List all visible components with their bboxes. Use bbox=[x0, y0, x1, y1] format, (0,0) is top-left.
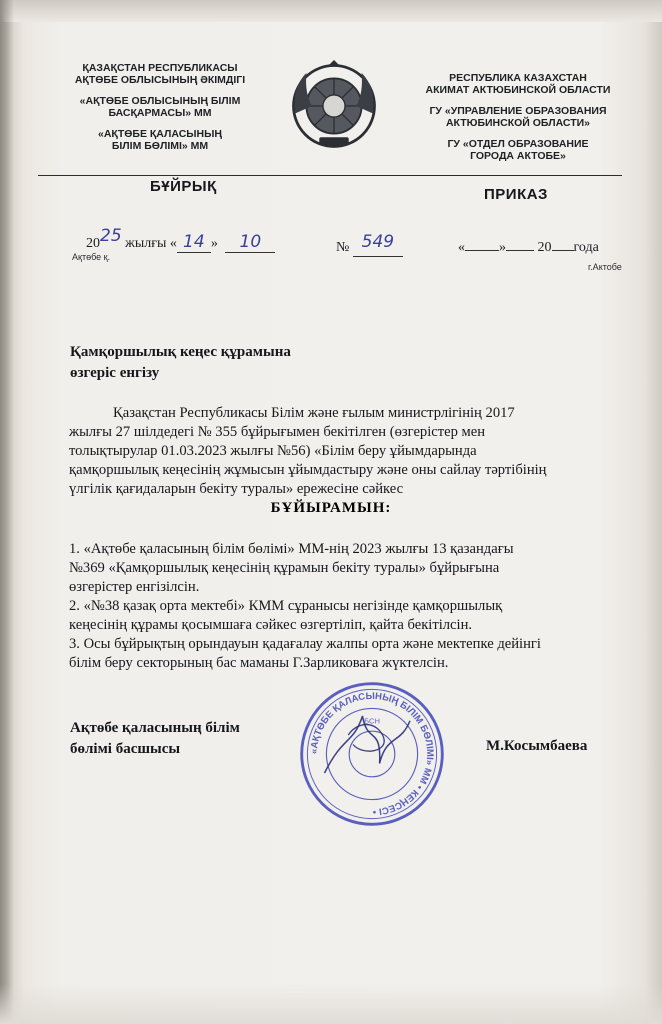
header-divider bbox=[38, 175, 622, 176]
header-left-line: ҚАЗАҚСТАН РЕСПУБЛИКАСЫ bbox=[82, 62, 238, 74]
header-right-line: ГОРОДА АКТОБЕ» bbox=[470, 150, 566, 162]
header-right-line: ГУ «ОТДЕЛ ОБРАЗОВАНИЕ bbox=[447, 138, 589, 150]
ru-year: 20 bbox=[537, 240, 552, 255]
city-kz: Ақтөбе қ. bbox=[72, 252, 111, 262]
item-line: 2. «№38 қазақ орта мектебі» КММ сұранысы негізінде қамқоршылық bbox=[69, 598, 503, 614]
signatory-name: М.Косымбаева bbox=[486, 738, 588, 754]
number-handwritten: 549 bbox=[361, 232, 395, 252]
svg-text:«АҚТӨБЕ ҚАЛАСЫНЫҢ БІЛІМ БӨЛІМІ bbox=[309, 691, 435, 817]
header-left-line: «АҚТӨБЕ ҚАЛАСЫНЫҢ bbox=[98, 128, 222, 140]
stamp-ring-text: «АҚТӨБЕ ҚАЛАСЫНЫҢ БІЛІМ БӨЛІМІ» ММ • КЕҢСЕСІ • bbox=[308, 690, 436, 818]
ru-year-word: года bbox=[573, 240, 599, 255]
title-ru: ПРИКАЗ bbox=[484, 186, 548, 203]
number-sign: № bbox=[336, 240, 350, 255]
item-line: өзгерістер енгізілсін. bbox=[69, 579, 200, 595]
order-items bbox=[69, 540, 631, 673]
preamble-line: үлгілік қағидаларын бекіту туралы» ережесіне сәйкес bbox=[69, 481, 404, 497]
order-subject bbox=[70, 342, 291, 384]
ru-year-blank bbox=[552, 250, 574, 251]
header-right-line: РЕСПУБЛИКА КАЗАХСТАН bbox=[449, 72, 587, 84]
header-left-line: АҚТӨБЕ ОБЛЫСЫНЫҢ ӘКІМДІГІ bbox=[74, 74, 246, 86]
item-line: 3. Осы бұйрықтың орындауын қадағалау жалпы орта және мектепке дейінгі bbox=[69, 636, 541, 652]
header-right-line: ГУ «УПРАВЛЕНИЕ ОБРАЗОВАНИЯ bbox=[429, 105, 607, 117]
subject-line: өзгеріс енгізу bbox=[70, 365, 160, 381]
ru-month-blank bbox=[506, 250, 534, 251]
subject-line: Қамқоршылық кеңес құрамына bbox=[70, 344, 291, 360]
ru-quote-close: » bbox=[499, 240, 506, 255]
ru-day-blank bbox=[465, 250, 499, 251]
order-word: БҰЙЫРАМЫН: bbox=[270, 500, 392, 516]
state-emblem-icon bbox=[288, 60, 380, 152]
header-right bbox=[400, 72, 636, 171]
day-handwritten: 14 bbox=[183, 232, 205, 252]
year-word: жылғы « bbox=[125, 236, 177, 251]
official-stamp bbox=[296, 678, 448, 830]
header-right-line: АКТЮБИНСКОЙ ОБЛАСТИ» bbox=[445, 117, 591, 129]
day-field bbox=[177, 232, 211, 253]
preamble-line: Қазақстан Республикасы Білім және ғылым министрлігінің 2017 bbox=[113, 405, 515, 421]
date-line-kz bbox=[86, 226, 275, 253]
preamble-line: қамқоршылық кеңесінің жұмысын ұйымдастыру және оны сайлау тәртібінің bbox=[69, 462, 547, 478]
position-line: Ақтөбе қаласының білім bbox=[70, 720, 240, 736]
month-field bbox=[225, 232, 275, 253]
header-right-line: АКИМАТ АКТЮБИНСКОЙ ОБЛАСТИ bbox=[425, 84, 611, 96]
preamble-line: толықтырулар 01.03.2023 жылғы №56) «Білім беру ұйымдарында bbox=[69, 443, 477, 459]
quote-close: » bbox=[210, 236, 218, 251]
header-left-line: «АҚТӨБЕ ОБЛЫСЫНЫҢ БІЛІМ bbox=[79, 95, 241, 107]
signatory-position bbox=[70, 718, 240, 760]
ru-quote-open: « bbox=[458, 240, 465, 255]
item-line: №369 «Қамқоршылық кеңесінің құрамын бекіту туралы» бұйрығына bbox=[69, 560, 500, 576]
item-line: 1. «Ақтөбе қаласының білім бөлімі» ММ-нің 2023 жылғы 13 қазандағы bbox=[69, 541, 514, 557]
position-line: бөлімі басшысы bbox=[70, 741, 181, 757]
header-left bbox=[50, 62, 270, 161]
year-handwritten: 25 bbox=[100, 226, 122, 246]
preamble bbox=[69, 404, 631, 499]
header-left-line: БАСҚАРМАСЫ» ММ bbox=[108, 107, 212, 119]
number-line bbox=[336, 232, 403, 257]
number-field bbox=[353, 232, 403, 257]
year-prefix: 20 bbox=[86, 236, 100, 251]
header-left-line: БІЛІМ БӨЛІМІ» ММ bbox=[111, 140, 209, 152]
month-handwritten: 10 bbox=[239, 232, 262, 252]
item-line: кеңесінің құрамы қосымшаға сәйкес өзгертіліп, қайта бекітілсін. bbox=[69, 617, 473, 633]
title-kz: БҰЙРЫҚ bbox=[150, 178, 217, 195]
date-line-ru bbox=[458, 240, 599, 256]
city-ru: г.Актобе bbox=[588, 262, 622, 272]
stamp-center-text: БСН bbox=[364, 716, 380, 726]
preamble-line: жылғы 27 шілдедегі № 355 бұйрығымен бекітілген (өзгерістер мен bbox=[69, 424, 486, 440]
item-line: білім беру секторының бас маманы Г.Зарликоваға жүктелсін. bbox=[69, 655, 449, 671]
